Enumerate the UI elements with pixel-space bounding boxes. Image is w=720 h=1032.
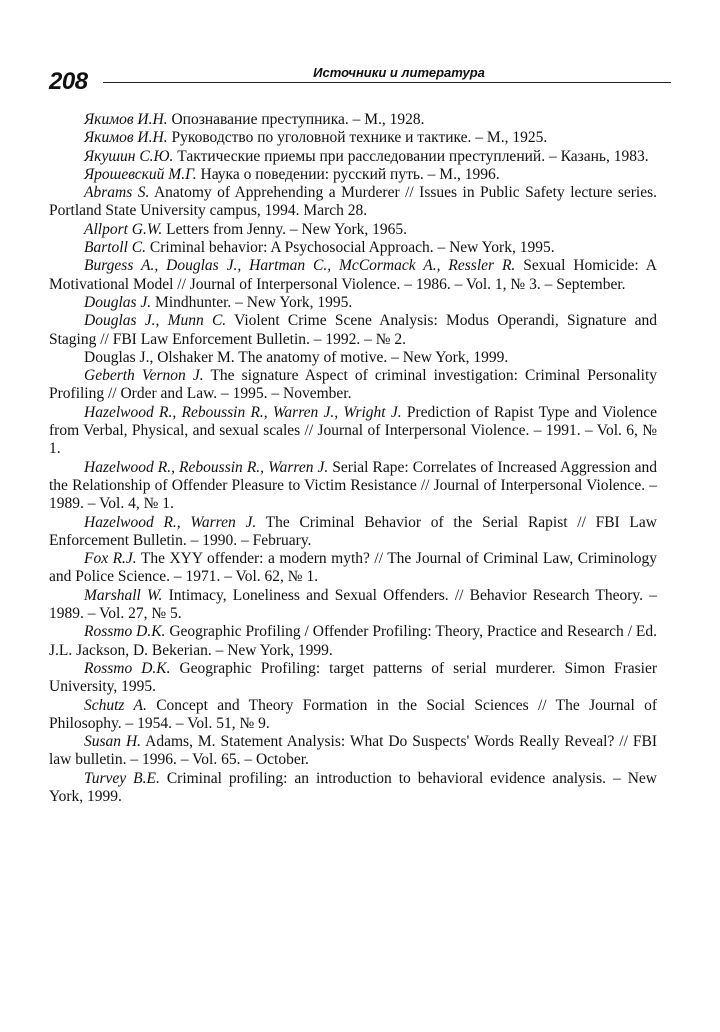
reference-entry (49, 312, 657, 349)
reference-entry (49, 459, 657, 514)
reference-entry (49, 550, 657, 587)
reference-entry (49, 623, 657, 660)
reference-text: Mindhunter. – New York, 1995. (151, 293, 353, 311)
reference-author: Ярошевский М.Г. (84, 165, 197, 183)
reference-list (49, 111, 657, 806)
reference-entry (49, 514, 657, 551)
reference-text: The XYY offender: a modern myth? // The Journal of Criminal Law, Criminology and Police Science. – 1971. – Vol. 62, № 1. (49, 550, 657, 586)
reference-entry (49, 148, 657, 166)
reference-entry (49, 111, 657, 129)
reference-author: Geberth Vernon J. (84, 367, 204, 385)
reference-author: Якушин С.Ю. (84, 147, 174, 165)
page-number: 208 (49, 68, 88, 95)
reference-author: Allport G.W. (84, 220, 163, 238)
reference-text: Тактические приемы при расследовании преступлений. – Казань, 1983. (173, 147, 649, 165)
reference-entry (49, 129, 657, 147)
reference-author: Rossmo D.K. (84, 659, 171, 677)
reference-text: Prediction of Rapist Type and Violence from Verbal, Physical, and sexual scales // Journal of Interpersonal Violence. – 1991. – Vol. 6, № 1. (49, 403, 657, 458)
reference-entry (49, 733, 657, 770)
reference-author: Bartoll C. (84, 239, 147, 257)
reference-entry (49, 770, 657, 807)
reference-text: Geographic Profiling: target patterns of serial murderer. Simon Frasier University, 1995. (49, 659, 657, 696)
reference-author: Hazelwood R., Reboussin R., Warren J., Wright J. (84, 403, 402, 421)
reference-text: Criminal behavior: A Psychosocial Approach. – New York, 1995. (146, 239, 555, 257)
reference-entry (49, 404, 657, 459)
reference-text: Criminal profiling: an introduction to behavioral evidence analysis. – New York, 1999. (49, 769, 657, 805)
reference-author: Douglas J. (84, 293, 152, 311)
reference-text: The Criminal Behavior of the Serial Rapist // FBI Law Enforcement Bulletin. – 1990. – February. (49, 513, 657, 549)
reference-entry (49, 221, 657, 239)
reference-entry (49, 166, 657, 184)
page-header (49, 60, 671, 100)
reference-author: Susan H. (84, 733, 142, 751)
header-rule (103, 82, 671, 83)
reference-text: Sexual Homicide: A Motivational Model // Journal of Interpersonal Violence. – 1986. – Vol. 1, № 3. – September. (49, 257, 657, 293)
reference-entry (49, 257, 657, 294)
reference-author: Якимов И.Н. (84, 129, 168, 147)
reference-entry (49, 367, 657, 404)
reference-author: Rossmo D.K. (84, 623, 166, 641)
reference-text: Опознавание преступника. – М., 1928. (167, 111, 425, 128)
reference-text: Concept and Theory Formation in the Social Sciences // The Journal of Philosophy. – 1954. – Vol. 51, № 9. (49, 696, 657, 732)
reference-text: Adams, M. Statement Analysis: What Do Suspects' Words Really Reveal? // FBI law bulletin. – 1996. – Vol. 65. – October. (49, 733, 657, 769)
reference-author: Якимов И.Н. (84, 111, 168, 128)
reference-entry (49, 184, 657, 221)
reference-text: The signature Aspect of criminal investigation: Criminal Personality Profiling // Order and Law. – 1995. – November. (49, 367, 657, 403)
reference-text: Serial Rape: Correlates of Increased Aggression and the Relationship of Offender Pleasure to Victim Resistance // Journal of Interpersonal Violence. – 1989. – Vol. 4, № 1. (49, 458, 657, 513)
reference-text: Наука о поведении: русский путь. – М., 1996. (196, 165, 500, 183)
reference-entry (49, 349, 657, 367)
reference-author: Burgess A., Douglas J., Hartman C., McCormack A., Ressler R. (84, 257, 516, 275)
reference-entry (49, 239, 657, 257)
reference-text: Letters from Jenny. – New York, 1965. (162, 220, 408, 238)
reference-author: Schutz A. (84, 696, 147, 714)
reference-entry (49, 587, 657, 624)
reference-text: Anatomy of Apprehending a Murderer // Issues in Public Safety lecture series. Portland State University campus, 1994. March 28. (49, 184, 657, 220)
reference-author: Turvey B.E. (84, 769, 160, 787)
reference-text: Intimacy, Loneliness and Sexual Offenders. // Behavior Research Theory. – 1989. – Vol. 27, № 5. (49, 586, 657, 623)
reference-entry (49, 697, 657, 734)
reference-text: Руководство по уголовной технике и тактике. – М., 1925. (167, 129, 548, 147)
reference-entry (49, 294, 657, 312)
reference-author: Hazelwood R., Reboussin R., Warren J. (84, 458, 329, 476)
running-title: Источники и литература (313, 65, 485, 80)
reference-text: Douglas J., Olshaker M. The anatomy of motive. – New York, 1999. (84, 348, 509, 366)
reference-text: Violent Crime Scene Analysis: Modus Operandi, Signature and Staging // FBI Law Enforcement Bulletin. – 1992. – № 2. (49, 312, 657, 348)
reference-entry (49, 660, 657, 697)
reference-author: Marshall W. (84, 586, 163, 604)
reference-author: Hazelwood R., Warren J. (84, 513, 257, 531)
reference-author: Abrams S. (84, 184, 150, 202)
reference-author: Fox R.J. (84, 550, 137, 568)
reference-text: Geographic Profiling / Offender Profiling: Theory, Practice and Research / Ed. J.L. Jackson, D. Bekerian. – New York, 1999. (49, 623, 657, 659)
reference-author: Douglas J., Munn C. (84, 312, 227, 330)
